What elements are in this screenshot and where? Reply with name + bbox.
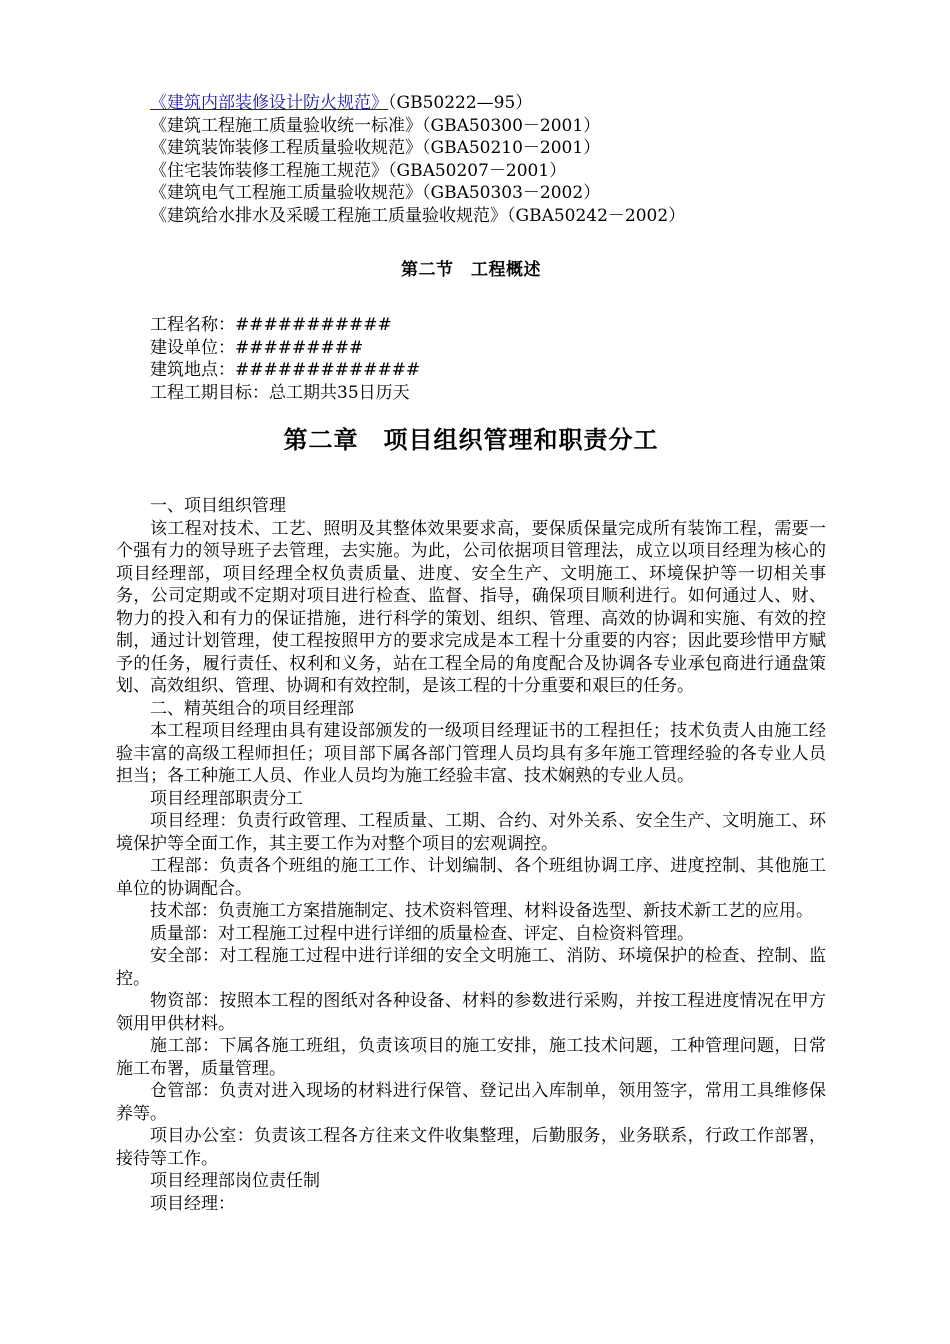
- heading-project-manager: 项目经理：: [150, 1193, 235, 1214]
- heading-duties: 项目经理部职责分工: [150, 788, 303, 809]
- chapter-title: 第二章 项目组织管理和职责分工: [283, 426, 659, 454]
- duty-item: 物资部：按照本工程的图纸对各种设备、材料的参数进行采购，并按工程进度情况在甲方领用甲供材料。: [116, 991, 826, 1034]
- standard-item: 《建筑工程施工质量验收统一标准》（GBA50300－2001）: [150, 115, 601, 136]
- project-location: 建筑地点：#############: [150, 360, 421, 380]
- duty-item: 技术部：负责施工方案措施制定、技术资料管理、材料设备选型、新技术新工艺的应用。: [150, 901, 813, 921]
- duty-item: 质量部：对工程施工过程中进行详细的质量检查、评定、自检资料管理。: [150, 923, 694, 944]
- duty-item: 仓管部：负责对进入现场的材料进行保管、登记出入库制单，领用签字，常用工具维修保养等。: [116, 1081, 826, 1124]
- heading-responsibility-system: 项目经理部岗位责任制: [150, 1171, 320, 1191]
- duty-item: 工程部：负责各个班组的施工工作、计划编制、各个班组协调工序、进度控制、其他施工单位的协调配合。: [116, 856, 826, 899]
- standard-item: 《建筑装饰装修工程质量验收规范》（GBA50210－2001）: [150, 138, 601, 158]
- project-name: 工程名称：###########: [150, 315, 392, 335]
- duty-item: 施工部：下属各施工班组，负责该项目的施工安排，施工技术问题，工种管理问题，日常施工布署，质量管理。: [116, 1036, 826, 1079]
- standard-link[interactable]: 《建筑内部装修设计防火规范》: [150, 93, 388, 113]
- standards-list: [116, 92, 826, 227]
- client-unit: 建设单位：#########: [150, 337, 364, 358]
- duty-item: 项目经理：负责行政管理、工程质量、工期、合约、对外关系、安全生产、文明施工、环境保护等全面工作，其主要工作为对整个项目的宏观调控。: [116, 811, 826, 854]
- project-info: [116, 314, 826, 404]
- heading-org-management: 一、项目组织管理: [150, 496, 286, 516]
- standard-item: 《建筑内部装修设计防火规范》（GB50222—95）: [150, 93, 533, 113]
- section-title: 第二节 工程概述: [401, 260, 541, 280]
- duty-item: 安全部：对工程施工过程中进行详细的安全文明施工、消防、环境保护的检查、控制、监控。: [116, 946, 826, 989]
- standard-item: 《建筑给水排水及采暖工程施工质量验收规范》（GBA50242－2002）: [150, 205, 686, 226]
- standard-item: 《建筑电气工程施工质量验收规范》（GBA50303－2002）: [150, 183, 601, 203]
- paragraph-org-management: 该工程对技术、工艺、照明及其整体效果要求高，要保质保量完成所有装饰工程，需要一个强有力的领导班子去管理，去实施。为此，公司依据项目管理法，成立以项目经理为核心的项目经理部，项目经理全权负责质量、进度、安全生产、文明施工、环境保护等一切相关事务，公司定期或不定期对项目进行检查、监督、指导，确保项目顺利进行。如何通过人、财、物力的投入和有力的保证措施，进行科学的策划、组织、管理、高效的协调和实施、有效的控制，通过计划管理，使工程按照甲方的要求完成是本工程十分重要的内容；因此要珍惜甲方赋予的任务，履行责任、权利和义务，站在工程全局的角度配合及协调各专业承包商进行通盘策划、高效组织、管理、协调和有效控制，是该工程的十分重要和艰巨的任务。: [116, 518, 826, 696]
- duty-item: 项目办公室：负责该工程各方往来文件收集整理，后勤服务，业务联系，行政工作部署，接待等工作。: [116, 1126, 826, 1169]
- paragraph-elite-team: 本工程项目经理由具有建设部颁发的一级项目经理证书的工程担任；技术负责人由施工经验丰富的高级工程师担任；项目部下属各部门管理人员均具有多年施工管理经验的各专业人员担当；各工种施工人员、作业人员均为施工经验丰富、技术娴熟的专业人员。: [116, 721, 826, 786]
- document-page: [116, 92, 826, 1215]
- standard-item: 《住宅装饰装修工程施工规范》（GBA50207－2001）: [150, 160, 567, 181]
- schedule-target: 工程工期目标：总工期共35日历天: [150, 382, 410, 403]
- heading-elite-team: 二、精英组合的项目经理部: [150, 698, 354, 719]
